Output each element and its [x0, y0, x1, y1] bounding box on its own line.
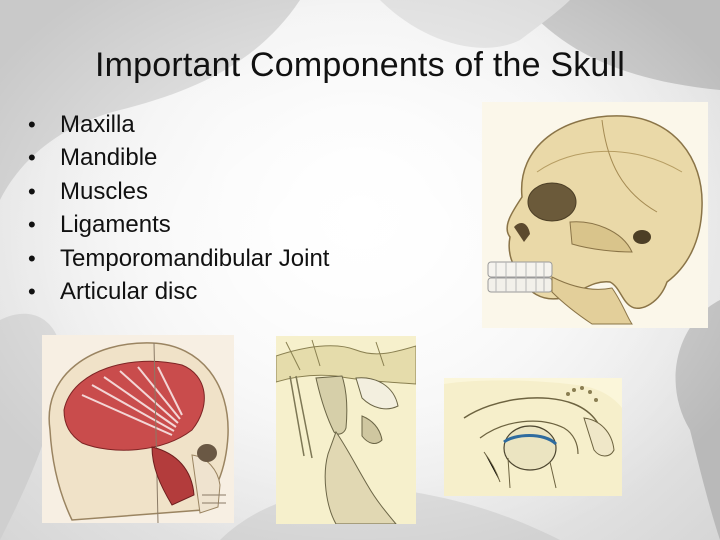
bullet-item [28, 142, 329, 176]
bullet-marker: • [28, 245, 36, 271]
bullet-item [28, 175, 329, 209]
bullet-text: Ligaments [60, 211, 171, 239]
bullet-marker: • [28, 178, 36, 204]
bullet-text: Muscles [60, 177, 149, 205]
bullet-text: Maxilla [60, 110, 135, 138]
bullet-text: Temporomandibular Joint [60, 244, 330, 272]
bullet-item [28, 209, 329, 243]
head-muscle-image [42, 335, 234, 523]
slide-title: Important Components of the Skull [94, 46, 626, 84]
bullet-item [28, 276, 329, 310]
bullet-marker: • [28, 279, 36, 305]
bullet-marker: • [28, 111, 36, 137]
tmj-ligament-image [276, 336, 416, 524]
skull-lateral-image [482, 102, 708, 328]
bullet-marker: • [28, 212, 36, 238]
bullet-item [28, 108, 329, 142]
bullet-item [28, 242, 329, 276]
bullet-text: Articular disc [60, 278, 198, 306]
bullet-list [28, 108, 329, 309]
bullet-text: Mandible [60, 144, 158, 172]
bullet-marker: • [28, 145, 36, 171]
articular-disc-image [444, 378, 622, 496]
